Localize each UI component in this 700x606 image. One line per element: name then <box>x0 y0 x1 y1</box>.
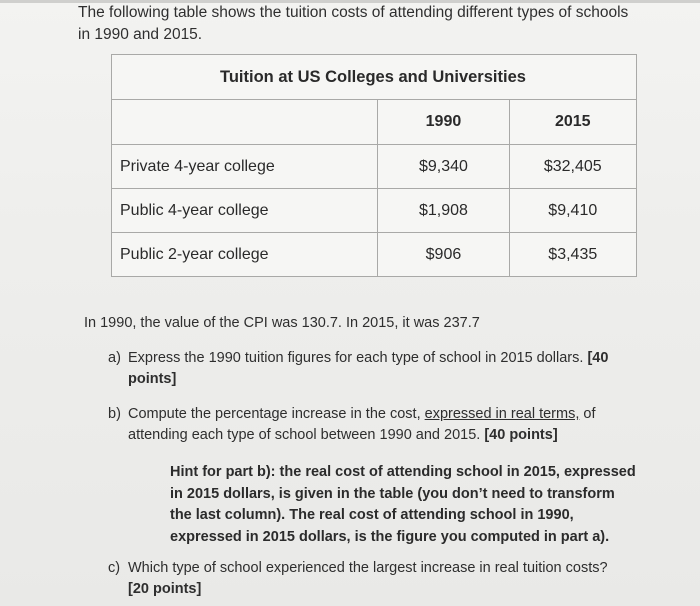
table-title: Tuition at US Colleges and Universities <box>112 55 637 100</box>
cell-1990: $906 <box>378 233 509 277</box>
cell-2015: $3,435 <box>509 233 636 277</box>
question-c-body: Which type of school experienced the largest increase in real tuition costs? <box>128 560 608 576</box>
question-a-body: Express the 1990 tuition figures for each type of school in 2015 dollars. <box>128 350 584 366</box>
question-a-points: [40 points] <box>128 350 609 387</box>
cell-1990: $9,340 <box>378 145 509 189</box>
cell-2015: $32,405 <box>509 145 636 189</box>
intro-paragraph <box>78 2 658 46</box>
question-c <box>108 558 648 600</box>
cpi-statement: In 1990, the value of the CPI was 130.7. In 2015, it was 237.7 <box>84 315 480 331</box>
question-a <box>108 348 648 390</box>
table-title-row <box>112 55 637 100</box>
question-c-points: [20 points] <box>128 581 202 597</box>
table-header-row <box>112 100 637 145</box>
question-letter: a) <box>108 350 121 366</box>
row-label: Private 4-year college <box>112 145 378 189</box>
column-header-2015: 2015 <box>509 100 636 145</box>
tuition-table <box>111 54 637 277</box>
table-header-empty-cell <box>112 100 378 145</box>
question-b-body-start: Compute the percentage increase in the cost, <box>128 406 421 422</box>
row-label: Public 2-year college <box>112 233 378 277</box>
table-row <box>112 189 637 233</box>
row-label: Public 4-year college <box>112 189 378 233</box>
question-b-underlined: expressed in real terms, <box>424 406 580 422</box>
hint-paragraph: Hint for part b): the real cost of attending school in 2015, expressed in 2015 dollars, is given in the table (you don’t need to transform the last column). The real cost of attending school in 1990, expressed in 2015 dollars, is the figure you computed in part a). <box>170 464 636 545</box>
question-b-body-end: of attending each type of school between 1990 and 2015. <box>128 406 596 443</box>
question-letter: b) <box>108 406 121 422</box>
table-row <box>112 145 637 189</box>
table-row <box>112 233 637 277</box>
question-letter: c) <box>108 560 121 576</box>
intro-line-2: in 1990 and 2015. <box>78 26 203 43</box>
question-text <box>108 404 648 446</box>
intro-line-1: The following table shows the tuition costs of attending different types of schools <box>78 4 629 21</box>
column-header-1990: 1990 <box>378 100 509 145</box>
question-b-points: [40 points] <box>484 427 558 443</box>
question-text <box>108 558 648 600</box>
cell-2015: $9,410 <box>509 189 636 233</box>
cell-1990: $1,908 <box>378 189 509 233</box>
question-b <box>108 404 648 446</box>
question-text <box>108 348 648 390</box>
